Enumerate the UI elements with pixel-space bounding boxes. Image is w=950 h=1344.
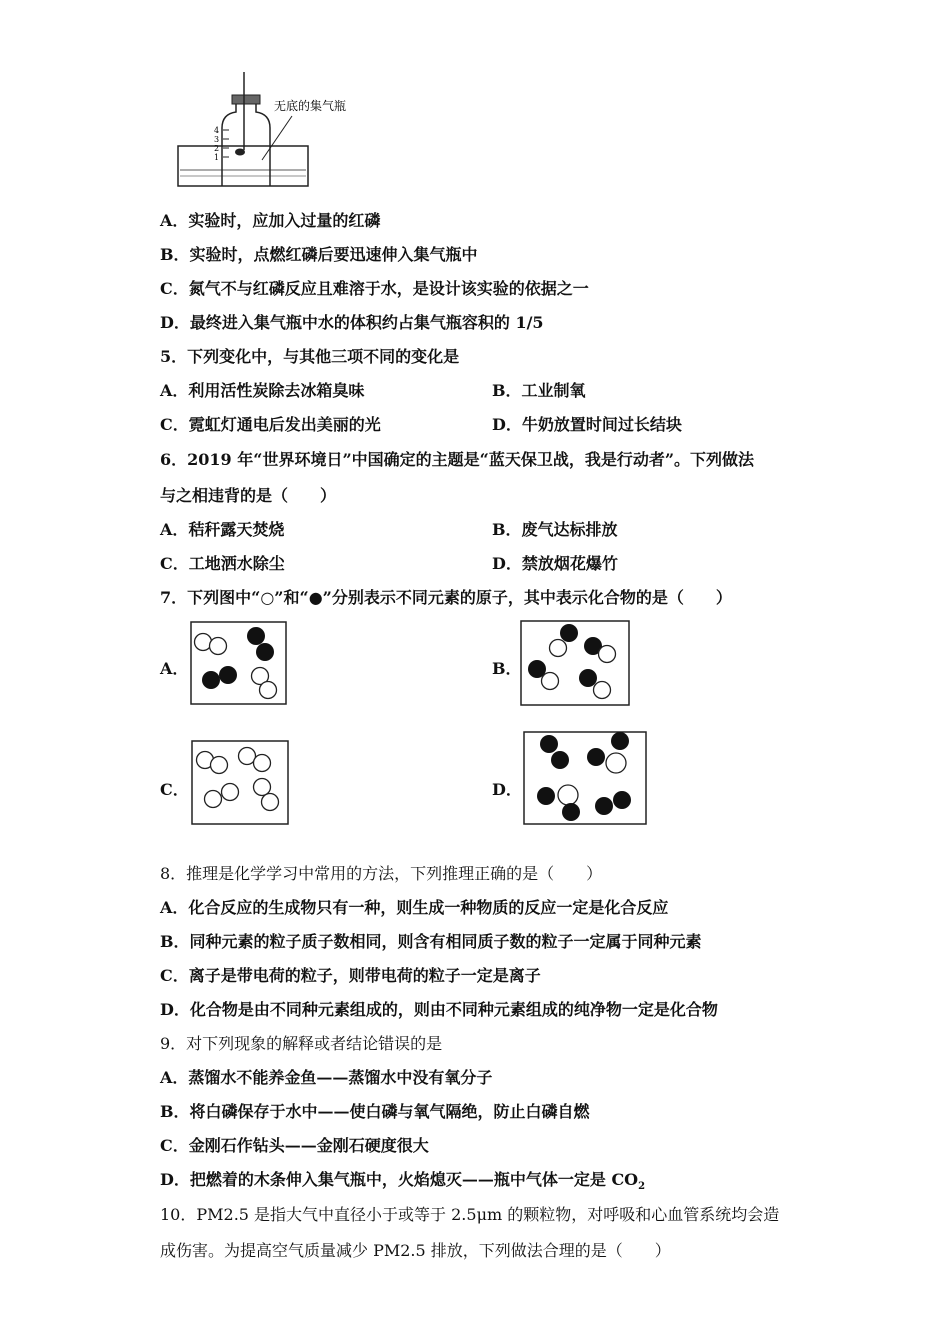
q9-option-d-subscript: 2 (638, 1181, 646, 1193)
q7-label-b: B． (492, 659, 522, 678)
q8-option-b: B．同种元素的粒子质子数相同，则含有相同质子数的粒子一定属于同种元素 (160, 932, 702, 951)
q9-stem: 9．对下列现象的解释或者结论错误的是 (160, 1034, 443, 1053)
q8-stem: 8．推理是化学学习中常用的方法，下列推理正确的是（ ） (160, 864, 603, 883)
q8-option-c: C．离子是带电荷的粒子，则带电荷的粒子一定是离子 (160, 966, 541, 985)
q5-option-a: A．利用活性炭除去冰箱臭味 (160, 381, 365, 400)
scale-mark-2: 2 (214, 144, 220, 153)
scale-mark-3: 3 (214, 135, 220, 144)
q9-option-b: B．将白磷保存于水中——使白磷与氧气隔绝，防止白磷自燃 (160, 1102, 590, 1121)
q7-label-c: C． (160, 780, 189, 799)
q6-option-d: D．禁放烟花爆竹 (492, 554, 618, 573)
q8-option-a: A．化合反应的生成物只有一种，则生成一种物质的反应一定是化合反应 (160, 898, 669, 917)
q4-option-b: B．实验时，点燃红磷后要迅速伸入集气瓶中 (160, 245, 478, 264)
q5-option-d: D．牛奶放置时间过长结块 (492, 415, 682, 434)
scale-mark-4: 4 (214, 126, 220, 135)
q7-label-d: D． (492, 780, 522, 799)
q6-stem-line1: 6．2019 年“世界环境日”中国确定的主题是“蓝天保卫战，我是行动者”。下列做法 (160, 450, 755, 469)
q9-option-a: A．蒸馏水不能养金鱼——蒸馏水中没有氧分子 (160, 1068, 493, 1087)
q10-stem-line2: 成伤害。为提高空气质量减少 PM2.5 排放，下列做法合理的是（ ） (160, 1241, 671, 1260)
q5-option-c: C．霓虹灯通电后发出美丽的光 (160, 415, 381, 434)
scale-mark-1: 1 (214, 153, 220, 162)
q8-option-d: D．化合物是由不同种元素组成的，则由不同种元素组成的纯净物一定是化合物 (160, 1000, 718, 1019)
q9-option-d (160, 1170, 645, 1197)
q6-option-a: A．秸秆露天焚烧 (160, 520, 285, 539)
q6-option-c: C．工地洒水除尘 (160, 554, 285, 573)
q10-stem-line1: 10．PM2.5 是指大气中直径小于或等于 2.5μm 的颗粒物，对呼吸和心血管系统均会造 (160, 1205, 780, 1224)
q4-option-d: D．最终进入集气瓶中水的体积约占集气瓶容积的 1/5 (160, 313, 544, 332)
q6-option-b: B．废气达标排放 (492, 520, 618, 539)
q4-option-c: C．氮气不与红磷反应且难溶于水，是设计该实验的依据之一 (160, 279, 589, 298)
q4-option-a: A．实验时，应加入过量的红磷 (160, 211, 381, 230)
q6-stem-line2: 与之相违背的是（ ） (160, 486, 337, 505)
q9-option-c: C．金刚石作钻头——金刚石硬度很大 (160, 1136, 429, 1155)
q7-stem: 7．下列图中“○”和“●”分别表示不同元素的原子，其中表示化合物的是（ ） (160, 588, 732, 607)
apparatus-label: 无底的集气瓶 (274, 99, 347, 113)
q9-option-d-text: D．把燃着的木条伸入集气瓶中，火焰熄灭——瓶中气体一定是 CO (160, 1170, 639, 1189)
q7-label-a: A． (160, 659, 189, 678)
q5-stem: 5．下列变化中，与其他三项不同的变化是 (160, 347, 460, 366)
q5-option-b: B．工业制氧 (492, 381, 586, 400)
